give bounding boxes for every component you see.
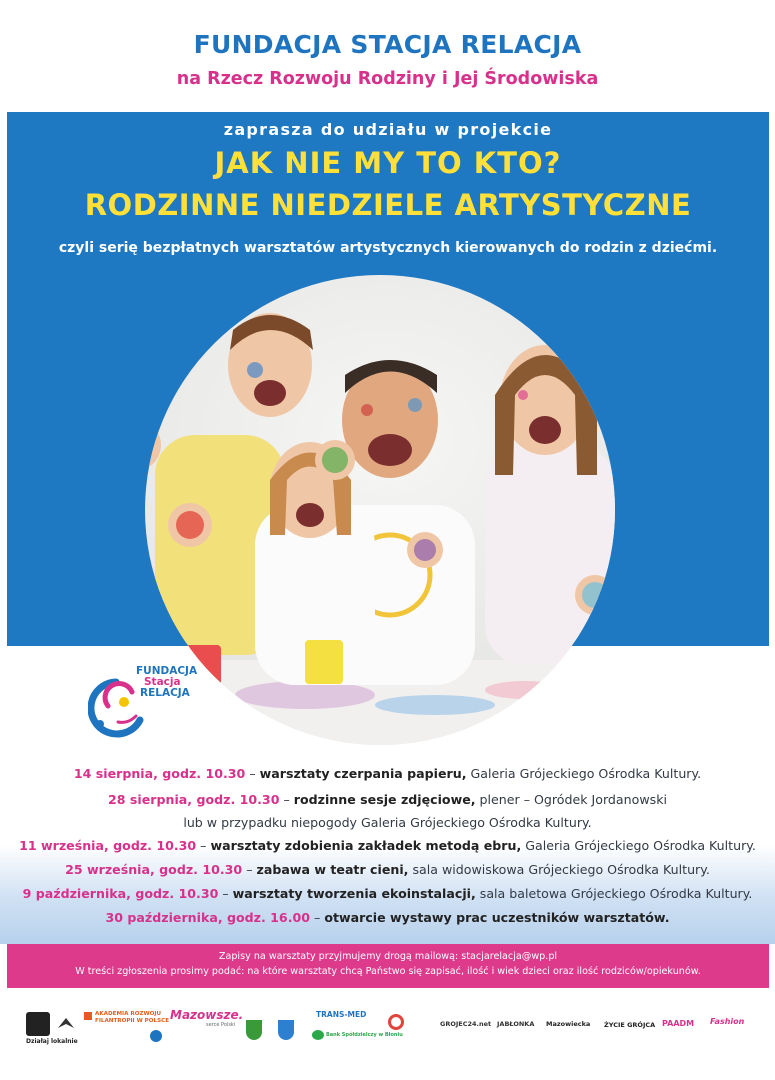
foundation-logo [88,662,200,746]
flag-icon [150,1030,162,1042]
schedule-place: sala widowiskowa Grójeckiego Ośrodka Kultury. [408,862,710,877]
schedule-separator: – [196,838,211,853]
schedule-event: otwarcie wystawy prac uczestników warsztatów. [324,910,670,925]
sponsor-dzialaj: Działaj lokalnie [26,1038,78,1045]
schedule-event: zabawa w teatr cieni, [256,862,409,877]
sponsor-mazowiecka: Mazowiecka [546,1020,591,1028]
gok-logo-icon [388,1014,404,1030]
sponsor-fashion: Fashion [710,1017,745,1026]
project-title-line2: RODZINNE NIEDZIELE ARTYSTYCZNE [84,188,692,222]
schedule-item [0,838,775,853]
sponsor-akademia-1: AKADEMIA ROZWOJU [95,1011,162,1017]
project-description: czyli serię bezpłatnych warsztatów artystycznych kierowanych do rodzin z dziećmi. [58,240,718,256]
schedule [0,764,775,944]
sponsor-transmed: TRANS-MED [316,1010,367,1019]
schedule-separator: – [279,792,294,807]
grojec-coat-of-arms-icon [246,1020,262,1040]
city-coat-of-arms-icon [278,1020,294,1040]
schedule-date: 25 września, godz. 10.30 [65,862,243,877]
bank-icon [312,1030,324,1040]
logo-text-line3: RELACJA [140,687,190,699]
dzialaj-lokalnie-icon [26,1012,50,1036]
bird-icon [56,1014,76,1034]
schedule-place: sala baletowa Grójeckiego Ośrodka Kultury. [475,886,753,901]
registration-bar [7,944,769,988]
logo-text-line1: FUNDACJA [136,665,198,677]
registration-line2: W treści zgłoszenia prosimy podać: na które warsztaty chcą Państwo się zapisać, ilość i wiek dzieci oraz ilość rodziców/opiekunów. [75,966,701,977]
schedule-date: 14 sierpnia, godz. 10.30 [73,766,246,781]
schedule-place: plener – Ogródek Jordanowski [475,792,667,807]
schedule-event: warsztaty czerpania papieru, [259,766,467,781]
foundation-subtitle: na Rzecz Rozwoju Rodziny i Jej Środowiska [176,69,599,89]
schedule-item [0,910,775,925]
registration-line1: Zapisy na warsztaty przyjmujemy drogą mailową: stacjarelacja@wp.pl [218,951,558,962]
schedule-date: 28 sierpnia, godz. 10.30 [108,792,280,807]
schedule-separator: – [242,862,257,877]
schedule-separator: – [245,766,260,781]
header [0,0,775,112]
schedule-event: rodzinne sesje zdjęciowe, [293,792,476,807]
schedule-item [0,766,775,781]
schedule-item [0,815,775,830]
schedule-separator: – [310,910,325,925]
sponsor-jablonka: JABŁONKA [497,1020,535,1028]
sponsor-bank: Bank Spółdzielczy w Błoniu [326,1032,403,1038]
sponsor-paadm: PAADM [662,1019,695,1028]
foundation-title: FUNDACJA STACJA RELACJA [193,30,582,59]
schedule-place: lub w przypadku niepogody Galeria Grójeckiego Ośrodka Kultury. [183,815,592,830]
schedule-item [0,792,775,807]
schedule-place: Galeria Grójeckiego Ośrodka Kultury. [466,766,702,781]
schedule-event: warsztaty zdobienia zakładek metodą ebru, [210,838,522,853]
akademia-icon [84,1012,92,1020]
logo-text-line2: Stacja [144,676,181,688]
schedule-item [0,862,775,877]
schedule-item [0,886,775,901]
project-title-line1: JAK NIE MY TO KTO? [214,146,562,180]
sponsor-logos [0,1000,775,1060]
schedule-place: Galeria Grójeckiego Ośrodka Kultury. [521,838,756,853]
schedule-event: warsztaty tworzenia ekoinstalacji, [232,886,476,901]
sponsor-akademia-2: FILANTROPII W POLSCE [95,1018,170,1024]
schedule-date: 9 października, godz. 10.30 [22,886,219,901]
sponsor-mazowsze-sub: serce Polski [206,1022,236,1028]
schedule-separator: – [218,886,233,901]
sponsor-grojec24: GROJEC24.net [440,1020,492,1028]
schedule-date: 11 września, godz. 10.30 [19,838,197,853]
schedule-date: 30 października, godz. 16.00 [105,910,311,925]
sponsor-mazowsze: Mazowsze. [170,1008,244,1022]
invite-line: zaprasza do udziału w projekcie [223,120,553,139]
sponsor-zycie-grojca: ŻYCIE GRÓJCA [604,1021,656,1029]
